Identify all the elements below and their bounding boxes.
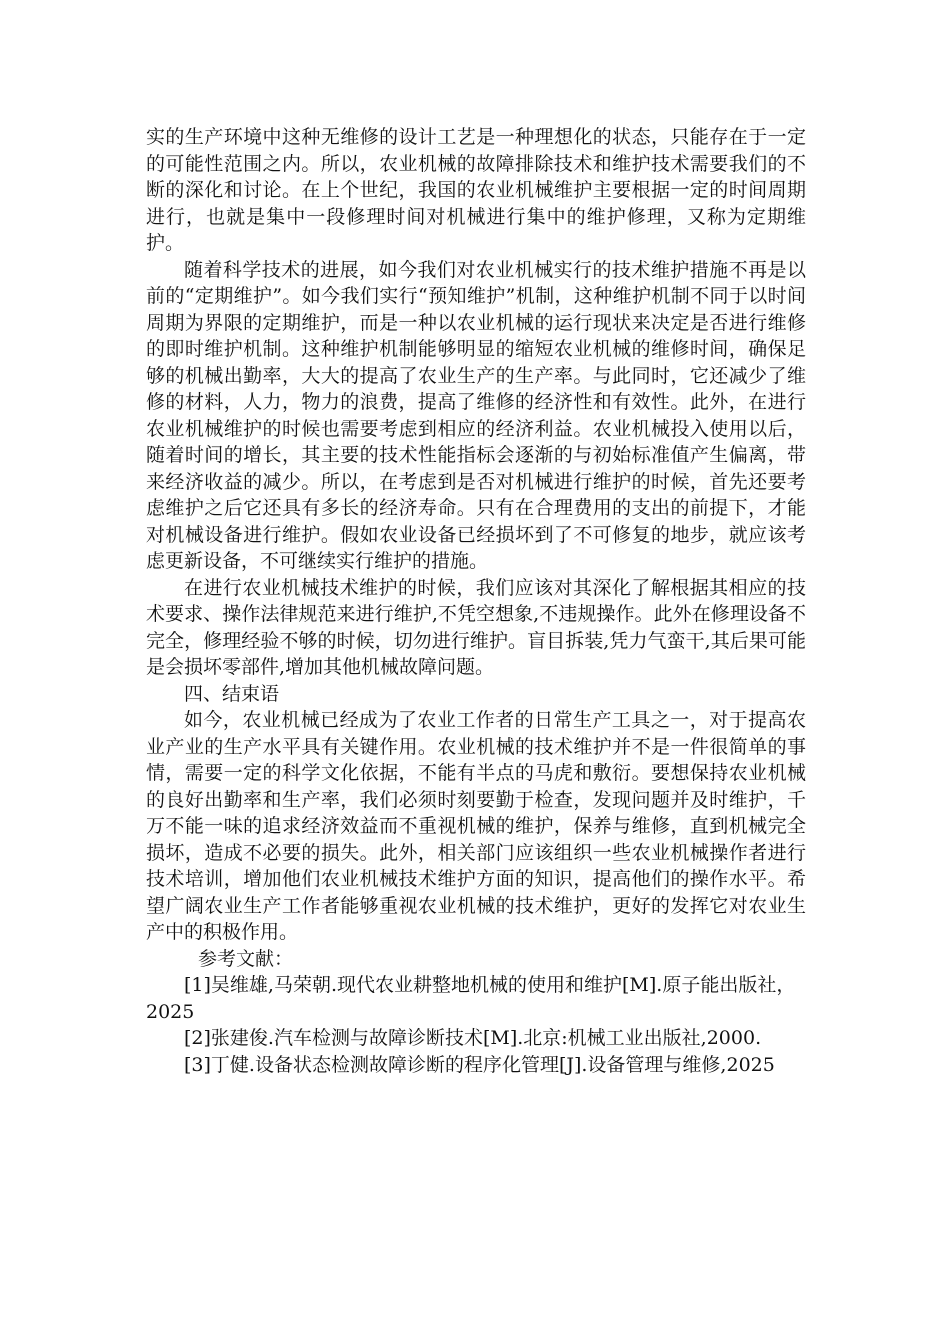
- body-paragraph: 随着科学技术的进展，如今我们对农业机械实行的技术维护措施不再是以前的“定期维护”。如今我们实行“预知维护”机制，这种维护机制不同于以时间周期为界限的定期维护，而是一种以农业机械的运行现状来决定是否进行维修的即时维护机制。这种维护机制能够明显的缩短农业机械的维修时间，确保足够的机械出勤率，大大的提高了农业生产的生产率。与此同时，它还减少了维修的材料，人力，物力的浪费，提高了维修的经济性和有效性。此外，在进行农业机械维护的时候也需要考虑到相应的经济利益。农业机械投入使用以后，随着时间的增长，其主要的技术性能指标会逐渐的与初始标准值产生偏离，带来经济收益的减少。所以，在考虑到是否对机械进行维护的时候，首先还要考虑维护之后它还具有多长的经济寿命。只有在合理费用的支出的前提下，才能对机械设备进行维护。假如农业设备已经损坏到了不可修复的地步，就应该考虑更新设备，不可继续实行维护的措施。: [146, 258, 806, 572]
- document-page: [146, 124, 806, 1078]
- reference-item: [1]吴维雄,马荣朝.现代农业耕整地机械的使用和维护[M].原子能出版社，2025: [146, 974, 796, 1023]
- reference-item: [2]张建俊.汽车检测与故障诊断技术[M].北京:机械工业出版社,2000.: [184, 1027, 762, 1049]
- reference-item: [3]丁健.设备状态检测故障诊断的程序化管理[J].设备管理与维修,2025: [184, 1053, 775, 1076]
- section-heading: 四、结束语: [184, 682, 280, 705]
- references-title: 参考文献：: [198, 947, 294, 970]
- body-paragraph: 实的生产环境中这种无维修的设计工艺是一种理想化的状态，只能存在于一定的可能性范围之内。所以，农业机械的故障排除技术和维护技术需要我们的不断的深化和讨论。在上个世纪，我国的农业机械维护主要根据一定的时间周期进行，也就是集中一段修理时间对机械进行集中的维护修理，又称为定期维护。: [146, 126, 806, 254]
- conclusion-paragraph: 如今，农业机械已经成为了农业工作者的日常生产工具之一，对于提高农业产业的生产水平具有关键作用。农业机械的技术维护并不是一件很简单的事情，需要一定的科学文化依据，不能有半点的马虎和敷衍。要想保持农业机械的良好出勤率和生产率，我们必须时刻要勤于检查，发现问题并及时维护，千万不能一味的追求经济效益而不重视机械的维护，保养与维修，直到机械完全损坏，造成不必要的损失。此外，相关部门应该组织一些农业机械操作者进行技术培训，增加他们农业机械技术维护方面的知识，提高他们的操作水平。希望广阔农业生产工作者能够重视农业机械的技术维护，更好的发挥它对农业生产中的积极作用。: [146, 709, 806, 943]
- body-paragraph: 在进行农业机械技术维护的时候，我们应该对其深化了解根据其相应的技术要求、操作法律规范来进行维护,不凭空想象,不违规操作。此外在修理设备不完全，修理经验不够的时候，切勿进行维护。盲目拆装,凭力气蛮干,其后果可能是会损坏零部件,增加其他机械故障问题。: [146, 576, 806, 678]
